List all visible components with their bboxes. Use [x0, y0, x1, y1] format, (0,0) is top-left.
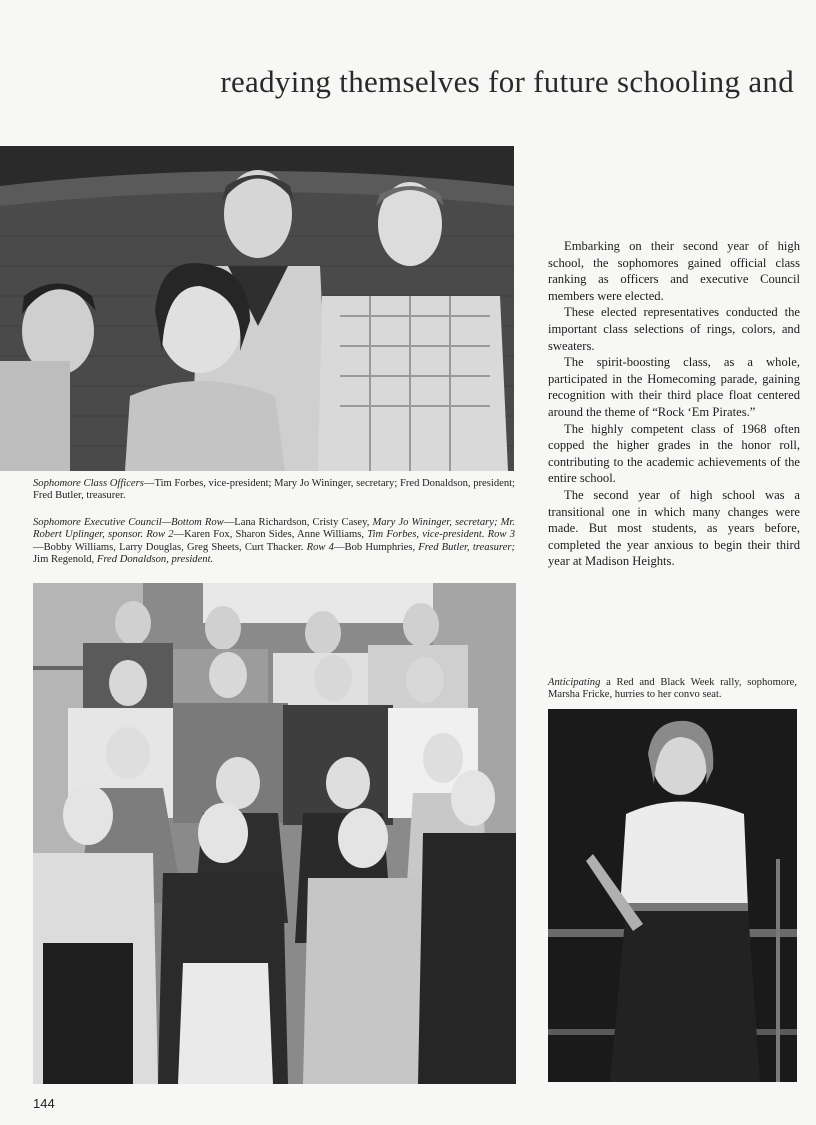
caption-council-part: Jim Regenold, [33, 554, 97, 566]
caption-marsha-fricke [548, 677, 797, 702]
page-headline: readying themselves for future schooling and [220, 64, 794, 99]
caption-officers-lead: Sophomore Class Officers [33, 478, 144, 489]
caption-council-part: Fred Donaldson, president. [96, 554, 214, 566]
body-paragraph: The second year of high school was a transitional one in which many changes were made. But most students, as years before, completed the year anxious to begin their third year at Madison Heights. [548, 487, 800, 569]
caption-marsha-text: a Red and Black Week rally, sophomore, Marsha Fricke, hurries to her convo seat. [548, 677, 797, 701]
article-body [548, 238, 800, 570]
caption-council-part: Row 4 [306, 541, 334, 553]
caption-council-part: —Karen Fox, Sharon Sides, Anne Williams, [173, 529, 368, 541]
caption-class-officers [33, 478, 515, 503]
photo-executive-council [33, 583, 516, 1084]
caption-council-part: —Lana Richardson, Cristy Casey, [223, 517, 373, 528]
caption-council-lead: Sophomore Executive Council—Bottom Row [33, 517, 224, 528]
page-number: 144 [33, 1096, 55, 1111]
caption-council-part: Mary Jo Wininger, secretary; Mr. Robert Uplinger, sponsor. Row 2 [33, 517, 516, 541]
body-paragraph: The highly competent class of 1968 often copped the higher grades in the honor roll, contributing to the academic achievements of the entire school. [548, 421, 800, 486]
photo-class-officers [0, 146, 514, 471]
caption-marsha-lead: Anticipating [548, 677, 601, 688]
body-paragraph: The spirit-boosting class, as a whole, participated in the Homecoming parade, gaining recognition with their third place float centered around the theme of “Rock ‘Em Pirates.” [548, 355, 800, 419]
caption-council-part: Fred Butler, treasurer; [418, 541, 516, 553]
body-paragraph: Embarking on their second year of high school, the sophomores gained official class ranking as officers and executive Council members were elected. [548, 239, 800, 303]
caption-council-part: Tim Forbes, vice-president. Row 3 [367, 529, 516, 541]
photo-marsha-fricke [548, 709, 797, 1082]
body-paragraph: These elected representatives conducted the important class selections of rings, colors, and sweaters. [548, 305, 800, 353]
caption-council-part: —Bob Humphries, [333, 541, 419, 553]
caption-council-part: —Bobby Williams, Larry Douglas, Greg Sheets, Curt Thacker. [33, 541, 307, 553]
caption-executive-council [33, 517, 515, 567]
caption-officers-text: —Tim Forbes, vice-president; Mary Jo Wininger, secretary; Fred Donaldson, president; Fred Butler, treasurer. [33, 478, 516, 502]
